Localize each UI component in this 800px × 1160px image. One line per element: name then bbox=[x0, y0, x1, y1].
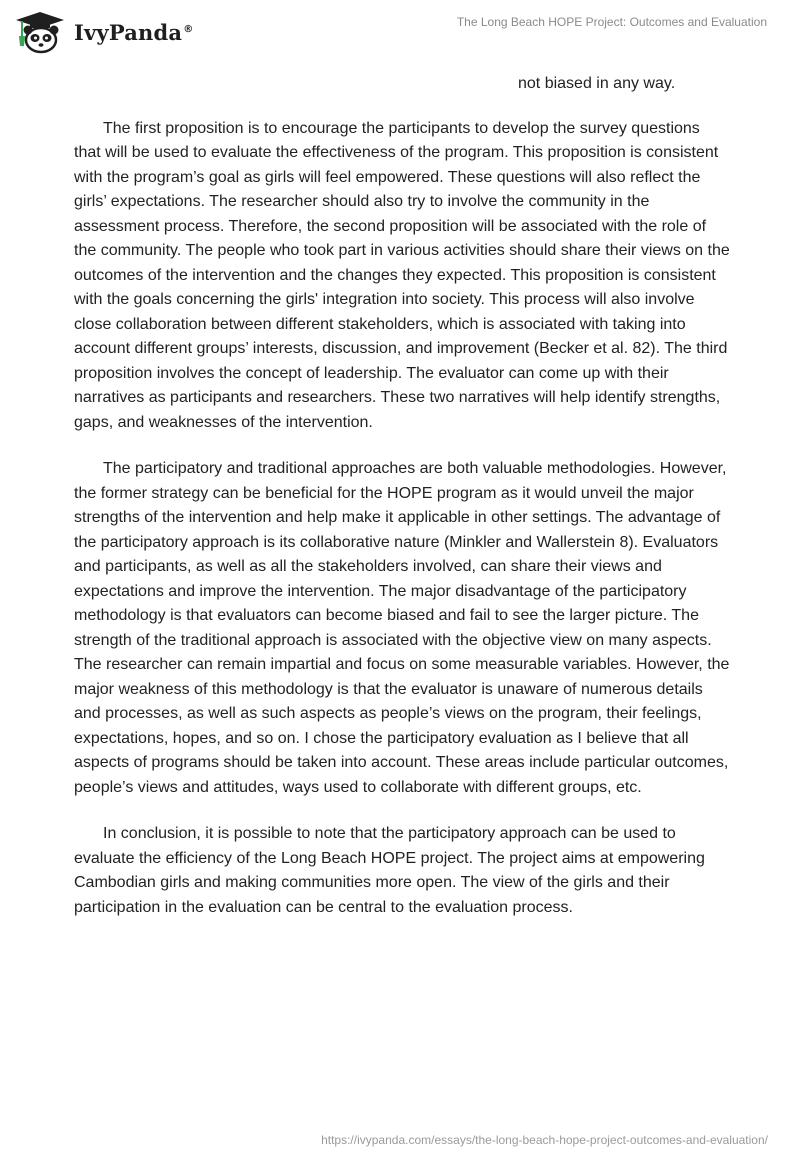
continued-text-fragment: not biased in any way. bbox=[518, 75, 676, 92]
paragraph-approaches: The participatory and traditional approaches are both valuable methodologies. However, the former strategy can be beneficial for the HOPE program as it would unveil the major strengths of the intervention and help make it applicable in other settings. The advantage of the participatory approach is its collaborative nature (Minkler and Wallerstein 8). Evaluators and participants, as well as all the stakeholders involved, can share their views and expectations and improve the intervention. The major disadvantage of the participatory methodology is that evaluators can become biased and fail to see the larger picture. The strength of the traditional approach is associated with the objective view on many aspects. The researcher can remain impartial and focus on some measurable variables. However, the major weakness of this methodology is that the evaluator is unaware of numerous details and processes, as well as such aspects as people’s views on the program, their feelings, expectations, hopes, and so on. I chose the participatory evaluation as I believe that all aspects of programs should be taken into account. These areas include particular outcomes, people’s views and attitudes, ways used to collaborate with different groups, etc. bbox=[74, 460, 730, 796]
source-url-link[interactable]: https://ivypanda.com/essays/the-long-beach-hope-project-outcomes-and-evaluation/ bbox=[321, 1133, 768, 1147]
logo-text: IvyPanda® bbox=[74, 19, 194, 45]
document-title: The Long Beach HOPE Project: Outcomes and Evaluation bbox=[456, 15, 767, 29]
registered-mark: ® bbox=[183, 23, 194, 35]
panda-graduate-icon bbox=[14, 10, 66, 54]
essay-body bbox=[74, 70, 730, 920]
page-header bbox=[0, 0, 800, 64]
paragraph-propositions: The first proposition is to encourage the participants to develop the survey questions that will be used to evaluate the effectiveness of the program. This proposition is consistent with the program’s goal as girls will feel empowered. These questions will also reflect the girls’ expectations. The researcher should also try to involve the community in the assessment process. Therefore, the second proposition will be associated with the role of the community. The people who took part in various activities should share their views on the outcomes of the intervention and the changes they expected. This proposition is consistent with the goals concerning the girls' integration into society. This process will also involve close collaboration between different stakeholders, which is associated with taking into account different groups’ interests, discussion, and improvement (Becker et al. 82). The third proposition involves the concept of leadership. The evaluator can come up with their narratives as participants and researchers. These two narratives will help identify strengths, gaps, and weaknesses of the intervention. bbox=[74, 119, 730, 431]
paragraph-conclusion: In conclusion, it is possible to note that the participatory approach can be used to evaluate the efficiency of the Long Beach HOPE project. The project aims at empowering Cambodian girls and making communities more open. The view of the girls and their participation in the evaluation can be central to the evaluation process. bbox=[74, 825, 705, 916]
ivypanda-logo[interactable] bbox=[14, 10, 193, 54]
